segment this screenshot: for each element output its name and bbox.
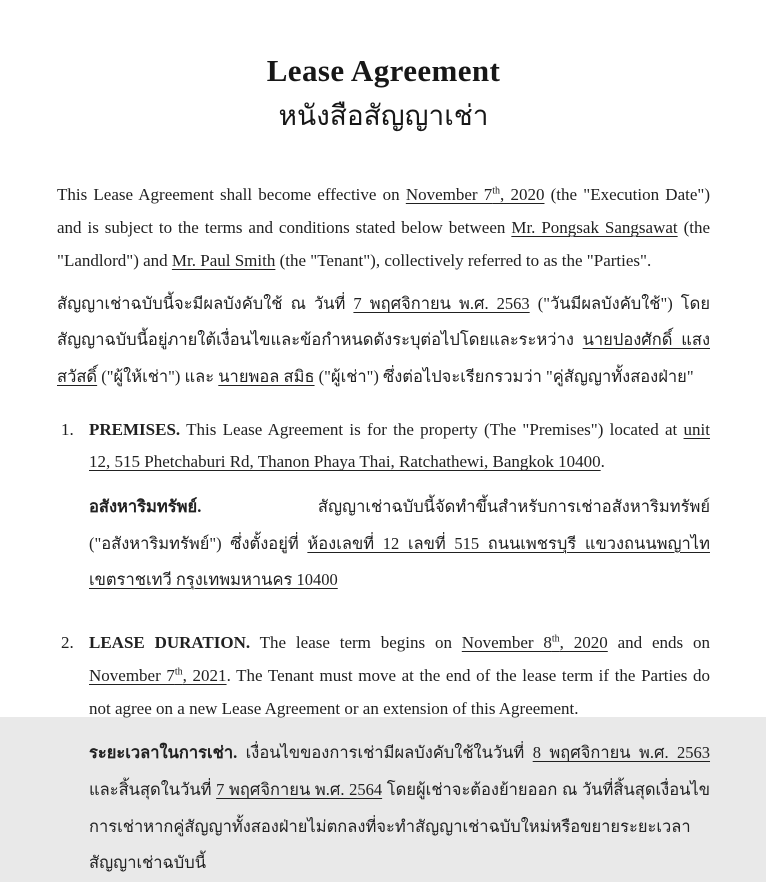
text-run: November 7	[89, 665, 175, 685]
document-title-thai: หนังสือสัญญาเช่า	[278, 100, 489, 132]
landlord-name-thai: นายปองศักดิ์ แสงสวัสดิ์	[57, 330, 710, 386]
text-run: (the "Tenant"), collectively referred to as the "Parties".	[275, 250, 652, 270]
text-run: สัญญาเช่าฉบับนี้จะมีผลบังคับใช้ ณ วันที่	[57, 293, 354, 313]
duration-paragraph-thai	[89, 735, 710, 882]
text-run: และสิ้นสุดในวันที่	[89, 780, 217, 800]
premises-paragraph-thai	[89, 489, 710, 599]
ordinal-suffix: th	[492, 185, 501, 197]
tenant-name-thai: นายพอล สมิธ	[218, 366, 315, 386]
tenant-name: Mr. Paul Smith	[171, 250, 276, 270]
text-run: .	[600, 452, 605, 472]
ordinal-suffix: th	[174, 666, 183, 678]
lease-start-date	[462, 633, 608, 652]
text-run: The lease term begins on	[250, 633, 462, 653]
landlord-name: Mr. Pongsak Sangsawat	[511, 218, 678, 238]
text-run: (the "Landlord") and	[57, 218, 710, 270]
text-run: ("ผู้เช่า") ซึ่งต่อไปจะเรียกรวมว่า "คู่สัญญาทั้งสองฝ่าย"	[314, 366, 694, 386]
text-run: , 2021	[182, 665, 227, 685]
ordinal-suffix: th	[551, 633, 560, 645]
premises-paragraph-english	[89, 414, 710, 480]
property-address: unit 12, 515 Phetchaburi Rd, Thanon Phaya Thai, Ratchathewi, Bangkok 10400	[89, 419, 710, 472]
text-run: ("ผู้ให้เช่า") และ	[97, 366, 219, 386]
section-premises	[57, 414, 710, 599]
execution-date-thai: 7 พฤศจิกายน พ.ศ. 2563	[353, 293, 530, 313]
text-run: (the "Execution Date") and is subject to the terms and conditions stated below between	[57, 185, 710, 238]
section-heading-thai: ระยะเวลาในการเช่า.	[89, 743, 238, 763]
document-title-english: Lease Agreement	[266, 53, 501, 88]
text-run: This Lease Agreement shall become effective on	[57, 185, 406, 205]
lease-end-date-thai: 7 พฤศจิกายน พ.ศ. 2564	[216, 780, 383, 800]
section-heading-english: LEASE DURATION.	[89, 633, 251, 653]
text-run: , 2020	[500, 185, 545, 205]
section-number: 1.	[61, 419, 74, 439]
section-heading-thai: อสังหาริมทรัพย์.	[89, 497, 202, 517]
text-run: , 2020	[559, 633, 608, 653]
text-run: ("วันมีผลบังคับใช้") โดยสัญญาฉบับนี้อยู่ภายใต้เงื่อนไขและข้อกำหนดดังระบุต่อไปโดยและระหว่าง	[57, 293, 710, 350]
execution-date	[406, 185, 545, 204]
document-header	[57, 52, 710, 137]
intro-paragraph-thai	[57, 286, 710, 396]
text-run: เงื่อนไขของการเช่ามีผลบังคับใช้ในวันที่	[237, 743, 533, 763]
text-run: and ends on	[607, 633, 710, 653]
lease-end-date	[89, 666, 227, 685]
lease-start-date-thai: 8 พฤศจิกายน พ.ศ. 2563	[532, 743, 711, 763]
section-heading-english: PREMISES.	[89, 419, 181, 439]
text-run: November 8	[461, 633, 552, 653]
text-run: This Lease Agreement is for the property (The "Premises") located at	[180, 419, 684, 439]
section-number: 2.	[61, 633, 74, 653]
section-lease-duration	[57, 627, 710, 882]
text-run: November 7	[405, 185, 493, 205]
text-run: โดยผู้เช่าจะต้องย้ายออก ณ วันที่สิ้นสุดเงื่อนไขการเช่าหากคู่สัญญาทั้งสองฝ่ายไม่ตกลงที่จะทำสัญญาเช่าฉบับใหม่หรือขยายระยะเวลาสัญญาเช่าฉบับนี้	[89, 780, 711, 873]
duration-paragraph-english	[89, 627, 710, 725]
intro-paragraph-english	[57, 179, 710, 277]
text-run: . The Tenant must move at the end of the lease term if the Parties do not agree on a new Lease Agreement or an extension of this Agreement.	[89, 665, 711, 718]
property-address-thai: ห้องเลขที่ 12 เลขที่ 515 ถนนเพชรบุรี แขวงถนนพญาไท เขตราชเทวี กรุงเทพมหานคร 10400	[89, 533, 710, 590]
text-run: สัญญาเช่าฉบับนี้จัดทำขึ้นสำหรับการเช่าอสังหาริมทรัพย์ ("อสังหาริมทรัพย์") ซึ่งตั้งอยู่ที่	[89, 497, 710, 553]
